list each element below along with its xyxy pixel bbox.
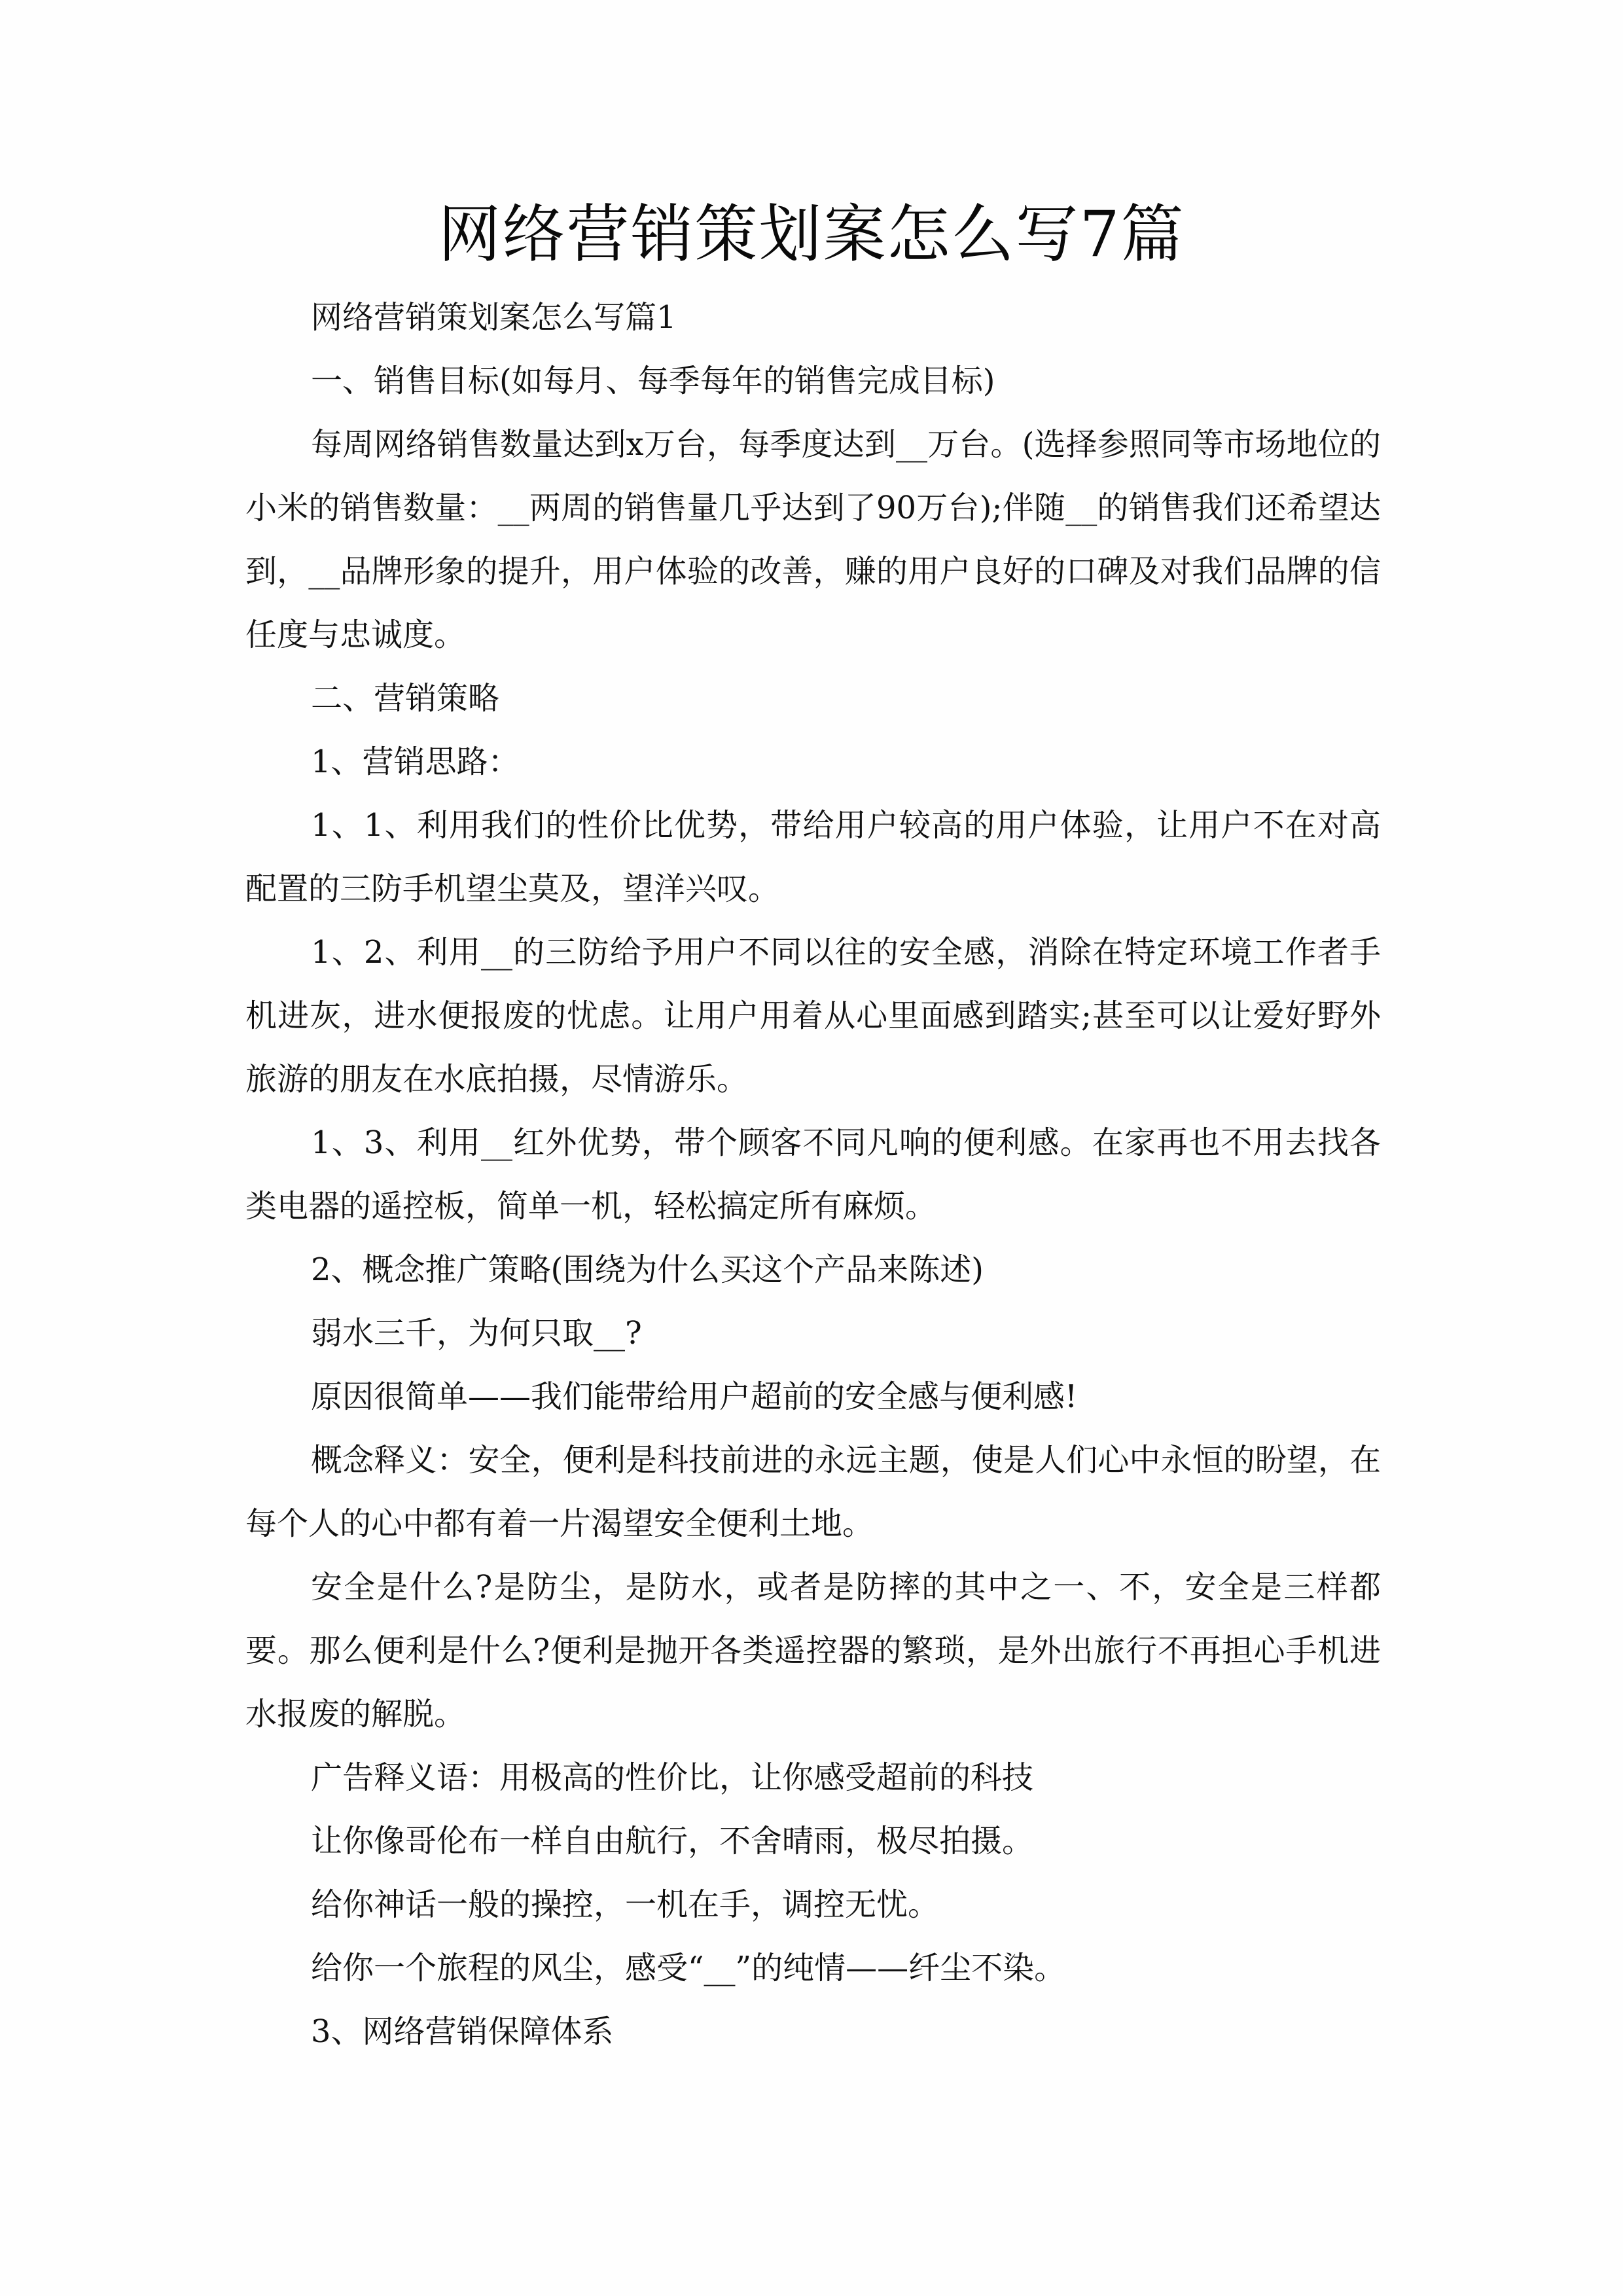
paragraph-idea-1-2: 1、2、利用__的三防给予用户不同以往的安全感，消除在特定环境工作者手机进灰，进水便报废的忧虑。让用户用着从心里面感到踏实;甚至可以让爱好野外旅游的朋友在水底拍摄，尽情游乐。	[245, 934, 1381, 1098]
section-heading-part-1: 网络营销策划案怎么写篇1	[311, 299, 677, 336]
subheading-guarantee-system: 3、网络营销保障体系	[311, 2013, 614, 2050]
paragraph-safety-convenience: 安全是什么?是防尘，是防水，或者是防摔的其中之一、不，安全是三样都要。那么便利是什么?便利是抛开各类遥控器的繁琐，是外出旅行不再担心手机进水报废的解脱。	[245, 1569, 1381, 1732]
paragraph-reason: 原因很简单——我们能带给用户超前的安全感与便利感!	[311, 1378, 1078, 1415]
section-heading-marketing-strategy: 二、营销策略	[311, 680, 500, 717]
document-title: 网络营销策划案怎么写7篇	[438, 198, 1185, 271]
paragraph-idea-1-3: 1、3、利用__红外优势，带个顾客不同凡响的便利感。在家再也不用去找各类电器的遥控板，简单一机，轻松搞定所有麻烦。	[245, 1124, 1381, 1225]
subheading-concept-promotion: 2、概念推广策略(围绕为什么买这个产品来陈述)	[311, 1251, 984, 1288]
paragraph-idea-1-1: 1、1、利用我们的性价比优势，带给用户较高的用户体验，让用户不在对高配置的三防手机望尘莫及，望洋兴叹。	[245, 807, 1381, 907]
document-body	[245, 286, 1381, 2064]
section-heading-sales-goal: 一、销售目标(如每月、每季每年的销售完成目标)	[311, 363, 995, 399]
paragraph-ad-line-1: 让你像哥伦布一样自由航行，不舍晴雨，极尽拍摄。	[311, 1823, 1034, 1859]
subheading-marketing-idea: 1、营销思路：	[311, 744, 520, 780]
paragraph-ad-line-2: 给你神话一般的操控，一机在手，调控无忧。	[311, 1886, 940, 1923]
paragraph-sales-goal: 每周网络销售数量达到x万台，每季度达到__万台。(选择参照同等市场地位的小米的销售数量：__两周的销售量几乎达到了90万台);伴随__的销售我们还希望达到，__品牌形象的提升，用户体验的改善，赚的用户良好的口碑及对我们品牌的信任度与忠诚度。	[245, 426, 1381, 653]
paragraph-slogan-question: 弱水三千，为何只取__?	[311, 1315, 642, 1352]
paragraph-ad-definition: 广告释义语：用极高的性价比，让你感受超前的科技	[311, 1759, 1034, 1796]
paragraph-concept-definition: 概念释义：安全，便利是科技前进的永远主题，使是人们心中永恒的盼望，在每个人的心中都有着一片渴望安全便利土地。	[245, 1442, 1381, 1542]
paragraph-ad-line-3: 给你一个旅程的风尘，感受“__”的纯情——纤尘不染。	[311, 1950, 1066, 1986]
